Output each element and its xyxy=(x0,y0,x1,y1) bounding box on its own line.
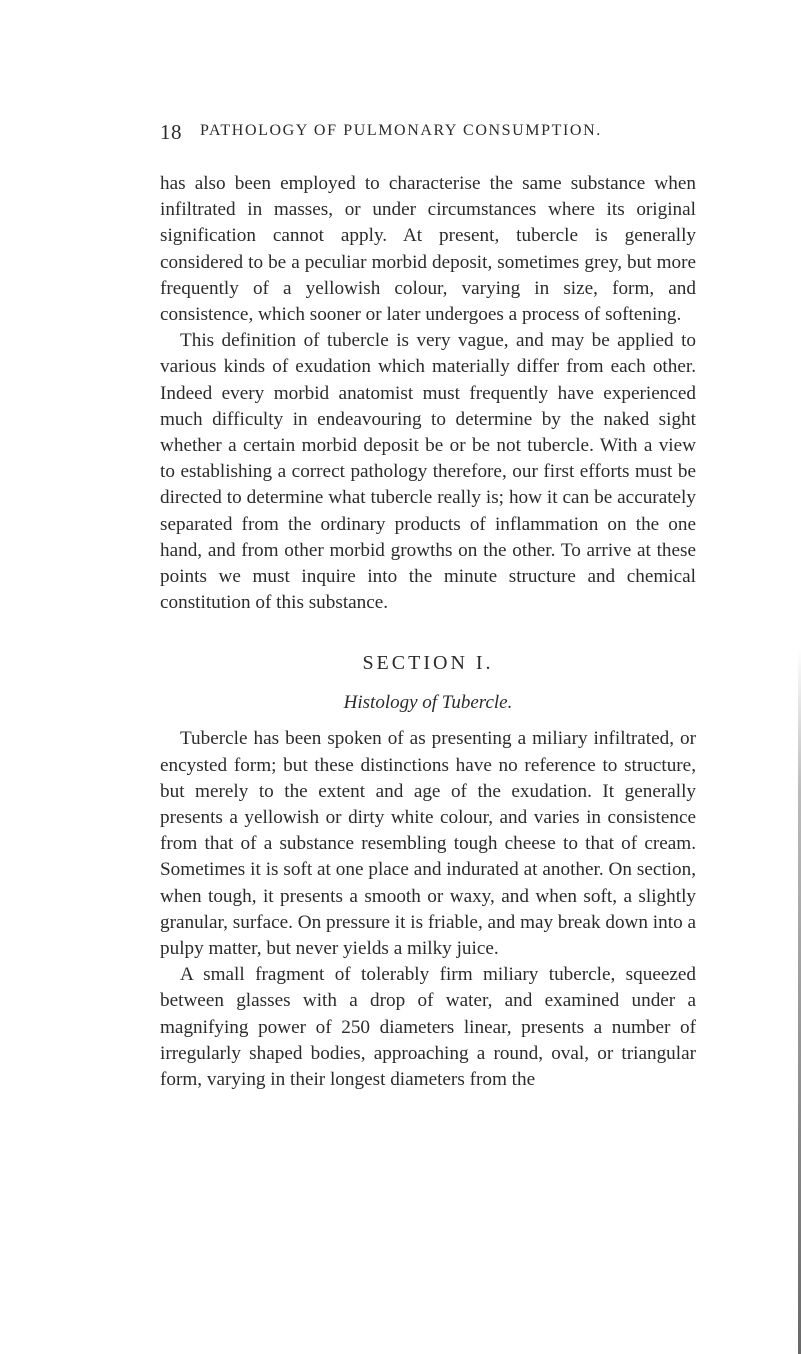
section-heading: SECTION I. xyxy=(362,652,494,675)
paragraph: This definition of tubercle is very vague, and may be applied to various kinds of exudation which materially differ from each other. Indeed every morbid anatomist must frequently have experienced much difficulty in endeavouring to determine by the naked sight whether a certain morbid deposit be or be not tubercle. With a view to establishing a correct pathology therefore, our first efforts must be directed to determine what tubercle really is; how it can be accurately separated from the ordinary products of inflammation on the one hand, and from other morbid growths on the other. To arrive at these points we must inquire into the minute structure and chemical constitution of this substance. xyxy=(160,330,696,614)
body-text xyxy=(160,171,696,1093)
paragraph: Tubercle has been spoken of as presenting a miliary infiltrated, or encysted form; but these distinctions have no reference to structure, but merely to the extent and age of the exudation. It generally presents a yellowish or dirty white colour, and varies in consistence from that of a substance resembling tough cheese to that of cream. Sometimes it is soft at one place and indurated at another. On section, when tough, it presents a smooth or waxy, and when soft, a slightly granular, surface. On pressure it is friable, and may break down into a pulpy matter, but never yields a milky juice. xyxy=(160,728,696,960)
section-subtitle: Histology of Tubercle. xyxy=(343,692,513,714)
paragraph: A small fragment of tolerably firm miliary tubercle, squeezed between glasses with a drop of water, and examined under a magnifying power of 250 diameters linear, presents a number of irregularly shaped bodies, approaching a round, oval, or triangular form, varying in their longest diameters from the xyxy=(160,964,696,1091)
paragraph: has also been employed to characterise the same substance when infiltrated in masses, or under circumstances where its original signification cannot apply. At present, tubercle is generally considered to be a peculiar morbid deposit, sometimes grey, but more frequently of a yellowish colour, varying in size, form, and consistence, which sooner or later undergoes a process of softening. xyxy=(160,173,696,326)
page-number: 18 xyxy=(160,120,182,144)
running-head xyxy=(160,120,700,144)
running-title: PATHOLOGY OF PULMONARY CONSUMPTION. xyxy=(200,122,602,139)
